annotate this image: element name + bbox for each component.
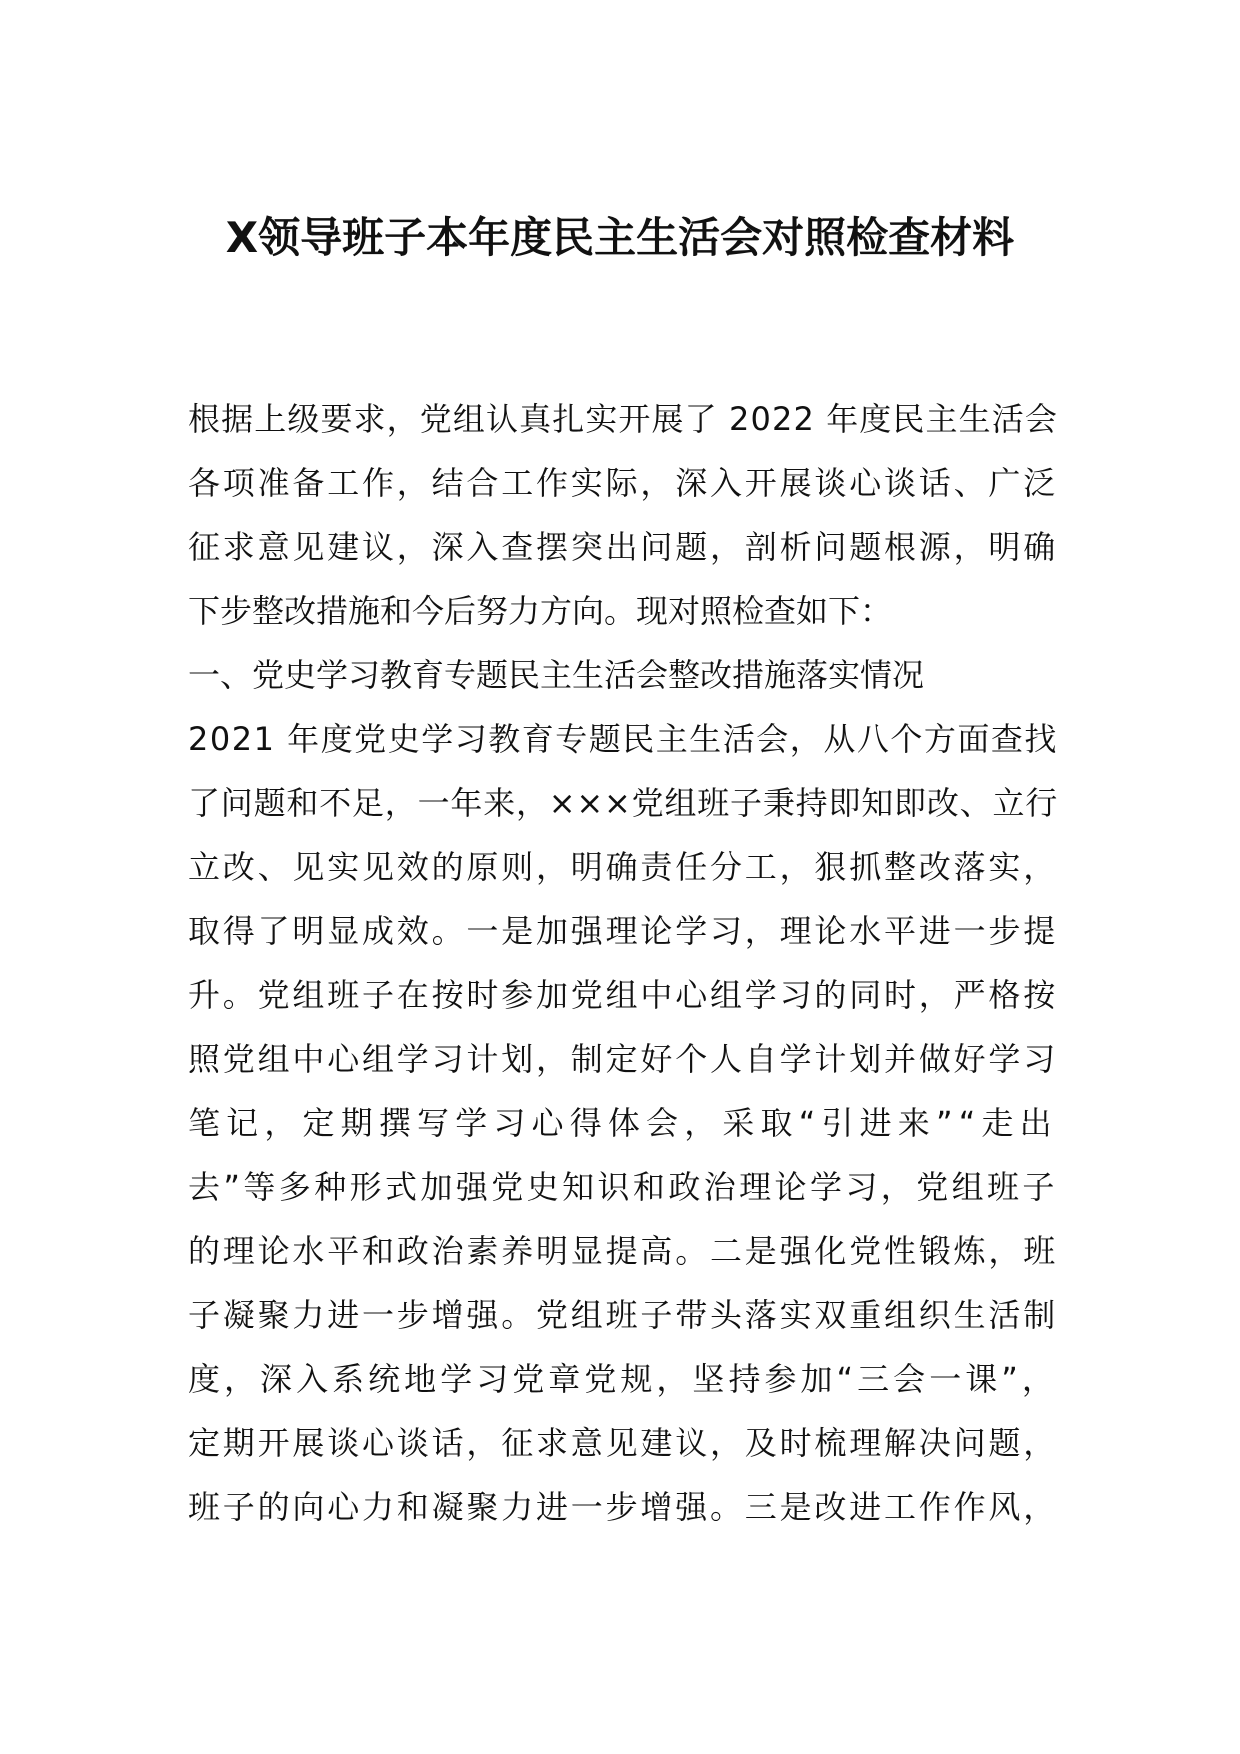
line-text: 一、党史学习教育专题民主生活会整改措施落实情况 bbox=[188, 656, 925, 694]
text-line bbox=[188, 387, 1058, 451]
text-line bbox=[188, 1027, 1058, 1091]
text-line bbox=[188, 963, 1058, 1027]
line-text: 立改、见实见效的原则，明确责任分工，狠抓整改落实， bbox=[188, 848, 1059, 886]
text-line bbox=[188, 899, 1058, 963]
line-text: 度，深入系统地学习党章党规，坚持参加“三会一课”， bbox=[188, 1360, 1058, 1398]
line-text: 定期开展谈心谈话，征求意见建议，及时梳理解决问题， bbox=[188, 1424, 1059, 1462]
text-line bbox=[188, 835, 1058, 899]
line-text: 升。党组班子在按时参加党组中心组学习的同时，严格按 bbox=[188, 976, 1059, 1014]
line-text: 的理论水平和政治素养明显提高。二是强化党性锻炼，班 bbox=[188, 1232, 1059, 1270]
line-text: 征求意见建议，深入查摆突出问题，剖析问题根源，明确 bbox=[188, 528, 1059, 566]
text-line bbox=[188, 579, 1058, 643]
line-text: 了问题和不足，一年来，×××党组班子秉持即知即改、立行 bbox=[188, 784, 1059, 822]
line-text: 下步整改措施和今后努力方向。现对照检查如下： bbox=[188, 592, 893, 630]
text-line bbox=[188, 707, 1058, 771]
text-line bbox=[188, 1283, 1058, 1347]
line-text: 笔记，定期撰写学习心得体会，采取“引进来”“走出 bbox=[188, 1104, 1058, 1142]
text-line bbox=[188, 1155, 1058, 1219]
text-line bbox=[188, 1411, 1058, 1475]
text-line bbox=[188, 1475, 1058, 1539]
line-text: 2021 年度党史学习教育专题民主生活会，从八个方面查找 bbox=[188, 720, 1058, 758]
line-text: 去”等多种形式加强党史知识和政治理论学习，党组班子 bbox=[188, 1168, 1058, 1206]
text-line bbox=[188, 1091, 1058, 1155]
text-line bbox=[188, 1347, 1058, 1411]
line-text: 班子的向心力和凝聚力进一步增强。三是改进工作作风， bbox=[188, 1488, 1059, 1526]
document-body bbox=[188, 387, 1058, 1539]
line-text: 子凝聚力进一步增强。党组班子带头落实双重组织生活制 bbox=[188, 1296, 1059, 1334]
text-line bbox=[188, 515, 1058, 579]
text-line bbox=[188, 771, 1058, 835]
line-text: 取得了明显成效。一是加强理论学习，理论水平进一步提 bbox=[188, 912, 1059, 950]
line-text: 照党组中心组学习计划，制定好个人自学计划并做好学习 bbox=[188, 1040, 1059, 1078]
text-line bbox=[188, 451, 1058, 515]
text-line bbox=[188, 1219, 1058, 1283]
line-text: 各项准备工作，结合工作实际，深入开展谈心谈话、广泛 bbox=[188, 464, 1059, 502]
line-text: 根据上级要求，党组认真扎实开展了 2022 年度民主生活会 bbox=[188, 400, 1058, 438]
section-heading bbox=[188, 643, 1058, 707]
document-title: X领导班子本年度民主生活会对照检查材料 bbox=[225, 213, 1015, 262]
